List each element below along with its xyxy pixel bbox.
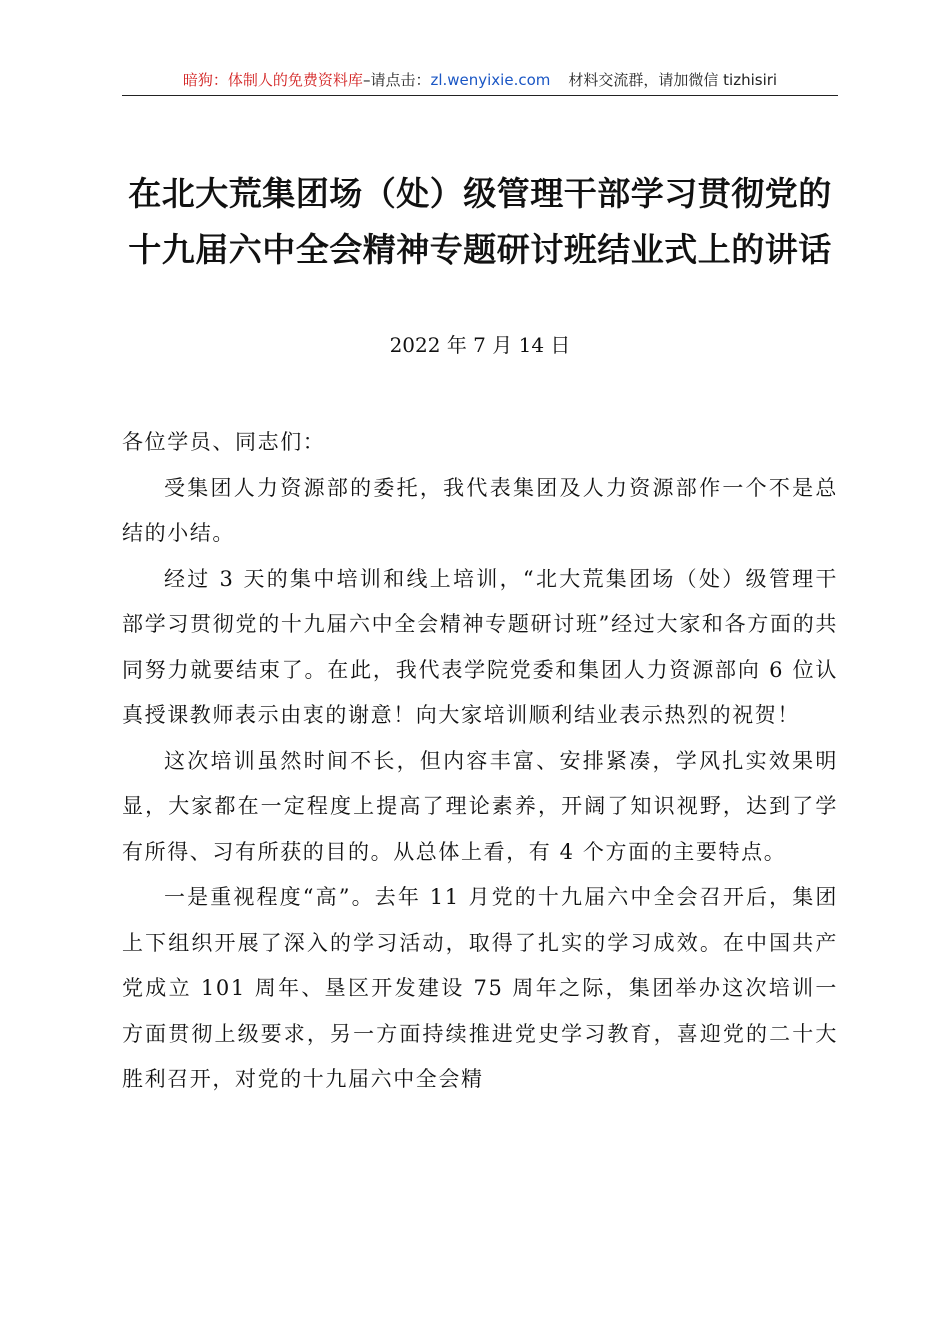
document-title: 在北大荒集团场（处）级管理干部学习贯彻党的十九届六中全会精神专题研讨班结业式上的讲话 [128,174,832,269]
paragraph: 受集团人力资源部的委托，我代表集团及人力资源部作一个不是总结的小结。 [122,475,838,545]
paragraph: 这次培训虽然时间不长，但内容丰富、安排紧凑，学风扎实效果明显，大家都在一定程度上提高了理论素养，开阔了知识视野，达到了学有所得、习有所获的目的。从总体上看，有 4 个方面的主要特点。 [122,748,838,864]
header-link[interactable]: zl.wenyixie.com [430,71,551,89]
header-link-prompt: –请点击： [362,71,431,89]
header-brand: 暗狗：体制人的免费资料库 [182,71,363,89]
document-body [122,420,838,1103]
paragraph: 经过 3 天的集中培训和线上培训，“北大荒集团场（处）级管理干部学习贯彻党的十九届六中全会精神专题研讨班”经过大家和各方面的共同努力就要结束了。在此，我代表学院党委和集团人力资源部向 6 位认真授课教师表示由衷的谢意！向大家培训顺利结业表示热烈的祝贺！ [122,566,838,727]
salutation: 各位学员、同志们： [122,430,326,454]
header-wechat-note: 材料交流群，请加微信 tizhisiri [568,71,778,89]
document-date: 2022 年 7 月 14 日 [389,333,571,357]
page-header [122,68,838,92]
header-divider [122,95,838,96]
paragraph: 一是重视程度“高”。去年 11 月党的十九届六中全会召开后，集团上下组织开展了深入的学习活动，取得了扎实的学习成效。在中国共产党成立 101 周年、垦区开发建设 75 周年之际，集团举办这次培训一方面贯彻上级要求，另一方面持续推进党史学习教育，喜迎党的二十大胜利召开，对党的十九届六中全会精 [122,885,838,1091]
